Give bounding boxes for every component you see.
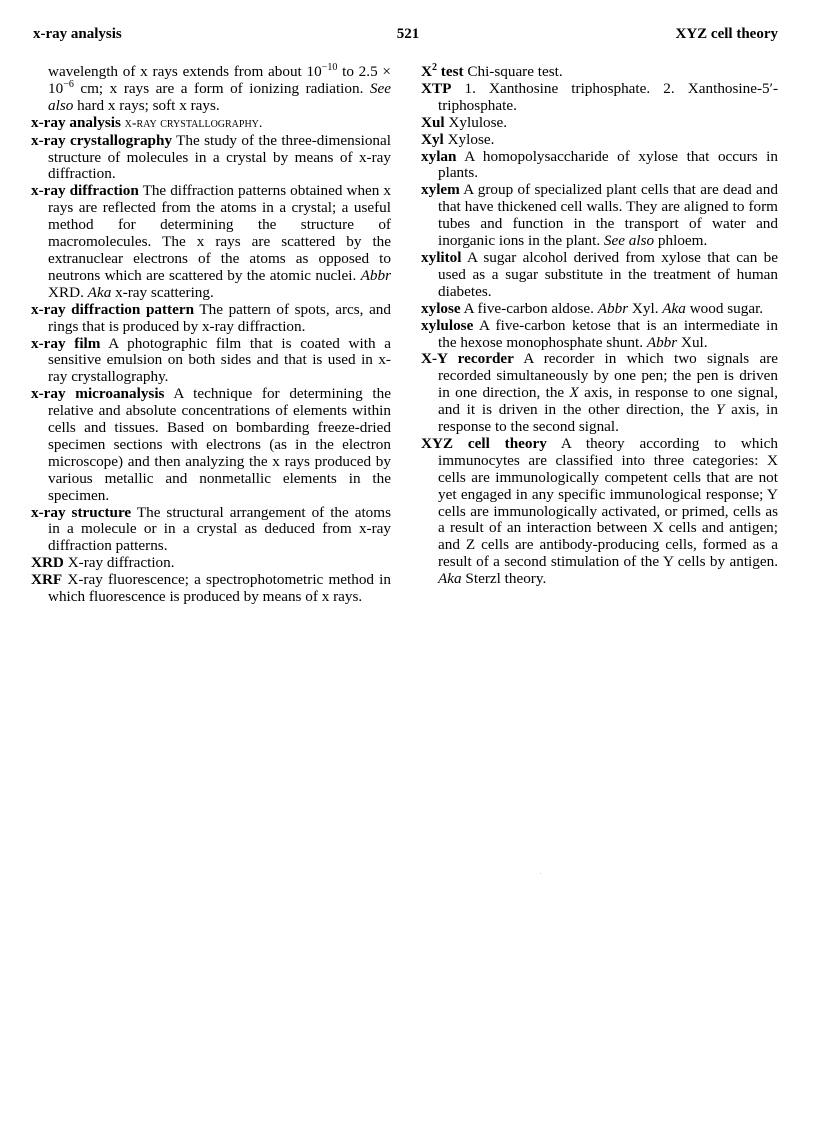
entry-xylose: xylose A five-carbon aldose. Abbr Xyl. Aka wood sugar.	[421, 299, 764, 317]
entry-x-ray-diffraction-pattern	[31, 302, 391, 336]
entry-term: XRF	[31, 571, 63, 589]
entry-xylem: xylem A group of specialized plant cells that are dead and that have thickened cell walls. They are aligned to form tubes and function in the transport of water and inorganic ions in the plant. See also phloem.	[421, 181, 778, 250]
entry-definition: The pattern of spots, arcs, and rings that is produced by x-ray diffraction.	[48, 300, 391, 335]
left-column	[31, 61, 392, 606]
entry-term: xylan	[421, 147, 457, 165]
entry-term: x-ray microanalysis	[31, 385, 165, 403]
entry-definition: X-ray fluorescence; a spectrophotometric method in which fluorescence is produced by means of x rays.	[48, 571, 391, 606]
entry-term: x-ray crystallography	[31, 131, 173, 149]
entry-term: XTP	[421, 79, 452, 97]
page-number: 521	[396, 26, 420, 42]
running-head-left: x-ray analysis	[33, 26, 122, 42]
entry-term: x-ray structure	[31, 503, 132, 521]
entry-definition: X-ray diffraction.	[67, 554, 175, 572]
entry-term: xylose	[421, 299, 461, 317]
entry-x2-test	[421, 61, 778, 81]
entry-definition: Xylulose.	[448, 113, 508, 131]
entry-definition: A group of specialized plant cells that are dead and that have thickened cell walls. They are aligned to form tubes and function in the transport of water and inorganic ions in the plant.	[438, 181, 778, 250]
entry-definition: A five-carbon ketose that is an intermediate in the hexose monophosphate shunt.	[438, 316, 778, 351]
entry-definition: 1. Xanthosine triphosphate. 2. Xanthosine-5′-triphosphate.	[438, 79, 778, 114]
entry-definition: The structural arrangement of the atoms in a molecule or in a crystal as deduced from x-ray diffraction patterns.	[48, 503, 391, 555]
entry-x-ray-microanalysis	[31, 386, 391, 504]
entry-definition: The study of the three-dimensional structure of molecules in a crystal by means of x-ray diffraction.	[48, 131, 391, 183]
entry-term: X-Y recorder	[421, 350, 514, 368]
entry-definition: A recorder in which two signals are recorded simultaneously by one pen; the pen is driven in one direction, the	[438, 350, 778, 402]
entry-term: xylem	[421, 181, 460, 199]
entry-xyl	[421, 132, 778, 149]
right-column	[421, 61, 778, 588]
entry-xylan	[421, 149, 778, 183]
entry-term: $X^2$ test	[421, 61, 464, 80]
entry-term: Xyl	[421, 130, 444, 148]
entry-definition: A five-carbon aldose.	[463, 299, 598, 317]
entry-xylitol	[421, 250, 778, 301]
entry-x-ray-crystallography	[31, 133, 391, 184]
entry-definition: The diffraction patterns obtained when x rays are reflected from the atoms in a crystal; a useful method for determining the structure of macromolecules. The x rays are scattered by the extranuclear electrons of the atoms as opposed to neutrons which are scattered by the atomic nuclei.	[48, 182, 392, 284]
entry-term: XRD	[31, 554, 64, 572]
entry-xrd	[31, 555, 391, 572]
entry-term: x-ray analysis	[31, 113, 121, 131]
entry-term: x-ray diffraction	[31, 182, 139, 200]
entry-term: Xul	[421, 113, 445, 131]
entry-xylulose: xylulose A five-carbon ketose that is an intermediate in the hexose monophosphate shunt. Abbr Xul.	[421, 316, 778, 351]
entry-definition: A sugar alcohol derived from xylose that can be used as a sugar substitute in the treatment of human diabetes.	[438, 248, 778, 300]
entry-xyz-cell-theory: XYZ cell theory A theory according to which immunocytes are classified into three categories: X cells are immunologically competent cells that are not yet engaged in any specific immunological response; Y cells are immunologically activated, or primed, cells as a result of an interaction between X cells and antigen; and Z cells are antibody-producing cells, formed as a result of a second stimulation of the Y cells by antigen. Aka Sterzl theory.	[421, 434, 778, 588]
entry-xtp	[421, 81, 778, 115]
entry-definition: A photographic film that is coated with a sensitive emulsion on both sides and that is used in x-ray crystallography.	[48, 334, 391, 386]
entry-definition: A homopolysaccharide of xylose that occurs in plants.	[438, 147, 778, 182]
entry-term: x-ray diffraction pattern	[31, 300, 195, 318]
entry-x-ray-diffraction: x-ray diffraction The diffraction patterns obtained when x rays are reflected from the atoms in a crystal; a useful method for determining the structure of macromolecules. The x rays are scattered by the extranuclear electrons of the atoms as opposed to neutrons which are scattered by the atomic nuclei. Abbr XRD. Aka x-ray scattering.	[31, 182, 392, 301]
entry-x-ray-analysis	[31, 115, 391, 133]
entry-definition: A theory according to which immunocytes are classified into three categories: X cells are immunologically competent cells that are not yet engaged in any specific immunological response; Y cells are immunologically activated, or primed, cells as a result of an interaction between X cells and antigen; and Z cells are antibody-producing cells, formed as a result of a second stimulation of the Y cells by antigen.	[438, 434, 778, 571]
entry-xul	[421, 115, 778, 132]
scan-speck	[540, 873, 541, 874]
entry-definition: Chi-square test.	[467, 63, 563, 80]
entry-term: x-ray film	[31, 334, 101, 352]
entry-xrf	[31, 572, 391, 606]
entry-term: xylitol	[421, 248, 462, 266]
running-head-right: XYZ cell theory	[675, 26, 778, 42]
entry-x-y-recorder: X-Y recorder A recorder in which two signals are recorded simultaneously by one pen; the pen is driven in one direction, the X axis, in response to one signal, and it is driven in the other direction, the Y axis, in response to the second signal.	[421, 350, 778, 436]
entry-cross-reference: x-ray crystallography.	[124, 115, 263, 131]
entry-definition: Xylose.	[447, 130, 495, 148]
entry-term: xylulose	[421, 316, 474, 334]
entry-x-ray-film	[31, 336, 391, 387]
entry-term: XYZ cell theory	[421, 434, 547, 452]
entry-x-ray-structure	[31, 505, 391, 556]
entry-continuation: wavelength of x rays extends from about $10^{-10}$ to $2.5 \times 10^{-6}$ cm; x rays are a form of ionizing radiation. See also hard x rays; soft x rays.	[48, 61, 391, 114]
entry-definition: A technique for determining the relative and absolute concentrations of elements within cells and tissues. Based on bombarding freeze-dried specimen sections with electrons (as in the electron microscope) and then analyzing the x rays produced by various metallic and nonmetallic elements in the specimen.	[48, 385, 391, 504]
